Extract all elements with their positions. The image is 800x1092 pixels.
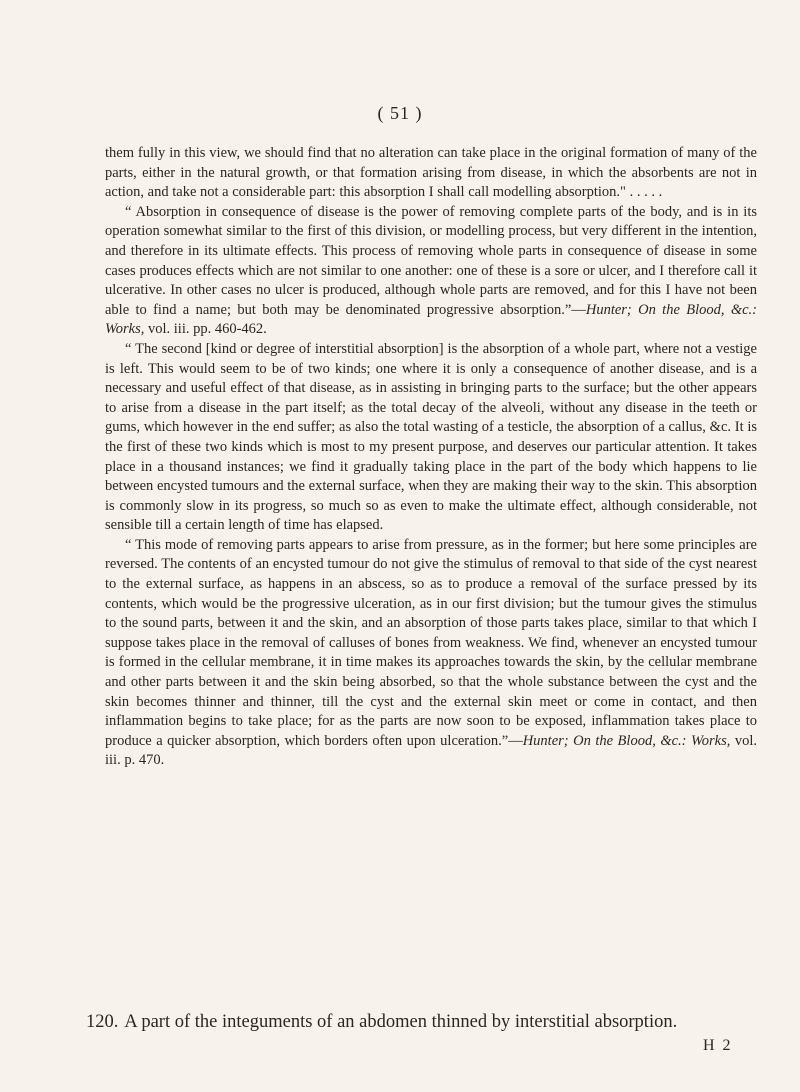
citation-author: Hunter; — [522, 732, 569, 749]
citation-title: On the Blood, &c.: — [638, 301, 757, 318]
citation-title: On the Blood, &c.: — [573, 732, 687, 749]
body-text — [105, 144, 757, 771]
paragraph-2 — [105, 203, 757, 340]
caption-number: 120. — [86, 1012, 119, 1032]
citation-works: Works, — [105, 321, 145, 338]
paragraph-3: “ The second [kind or degree of interstitial absorption] is the absorption of a whole part, where not a vestige is left. This would seem to be of two kinds; one where it is only a consequence of another disease, and is a necessary and useful effect of that disease, as in assisting in bringing parts to the surface; but the other appears to arise from a disease in the part itself; as the total decay of the alveoli, without any disease in the teeth or gums, which however in the end suffer; as also the total wasting of a testicle, the absorption of a callus, &c. It is the first of these two kinds which is most to my present purpose, and deserves our particular attention. It takes place in a thousand instances; we find it gradually taking place in the part of the body which happens to lie between encysted tumours and the external surface, when they are making their way to the skin. This absorption is commonly slow in its progress, so much so as even to make the ultimate effect, although considerable, not sensible till a certain length of time has elapsed. — [105, 340, 757, 534]
paragraph-4-text: “ This mode of removing parts appears to arise from pressure, as in the former; but here some principles are reversed. The contents of an encysted tumour do not give the stimulus of removal to that side of the cyst nearest to the external surface, as happens in an abscess, so as to produce a removal of the surface pressed by its contents, which would be the progressive ulceration, as in our first division; but the tumour gives the stimulus to the sound parts, between it and the skin, and an absorption of those parts takes place, similar to that which I suppose takes place in the removal of calluses of bones from weakness. We find, whenever an encysted tumour is formed in the cellular membrane, it in time makes its approaches towards the skin, by the cellular membrane and other parts between it and the skin being absorbed, so that the whole substance between the cyst and the skin becomes thinner and thinner, till the cyst and the external skin meet or come in contact, and then inflammation begins to take place; for as the parts are now soon to be exposed, inflammation takes place to produce a quicker absorption, which borders often upon ulceration.”— — [105, 536, 757, 749]
citation-pages: vol. iii. p. 470. — [105, 732, 758, 769]
caption-text: A part of the integuments of an abdomen thinned by interstitial absorption. — [124, 1012, 678, 1032]
signature-mark: H 2 — [703, 1037, 733, 1054]
citation-works: Works, — [691, 732, 731, 749]
citation-author: Hunter; — [585, 301, 632, 318]
paragraph-1: them fully in this view, we should find that no alteration can take place in the original formation of many of the parts, either in the natural growth, or that formation arising from disease, in which the absorbents are not in action, and take not a considerable part: this absorption I shall call modelling absorption." . . . . . — [105, 145, 757, 201]
citation-pages: vol. iii. pp. 460-462. — [144, 321, 267, 338]
paragraph-4 — [105, 536, 757, 771]
paragraph-2-text: “ Absorption in consequence of disease is the power of removing complete parts of the body, and is in its operation somewhat similar to the first of this division, or modelling process, but very different in the intention, and therefore in its ultimate effects. This process of removing whole parts in consequence of disease in some cases produces effects which are not similar to one another: one of these is a sore or ulcer, and I therefore call it ulcerative. In other cases no ulcer is produced, although whole parts are removed, and for this I have not been able to find a name; but both may be denominated progressive absorption.”— — [105, 203, 757, 318]
figure-caption — [86, 1011, 766, 1033]
page-number: ( 51 ) — [377, 103, 423, 123]
